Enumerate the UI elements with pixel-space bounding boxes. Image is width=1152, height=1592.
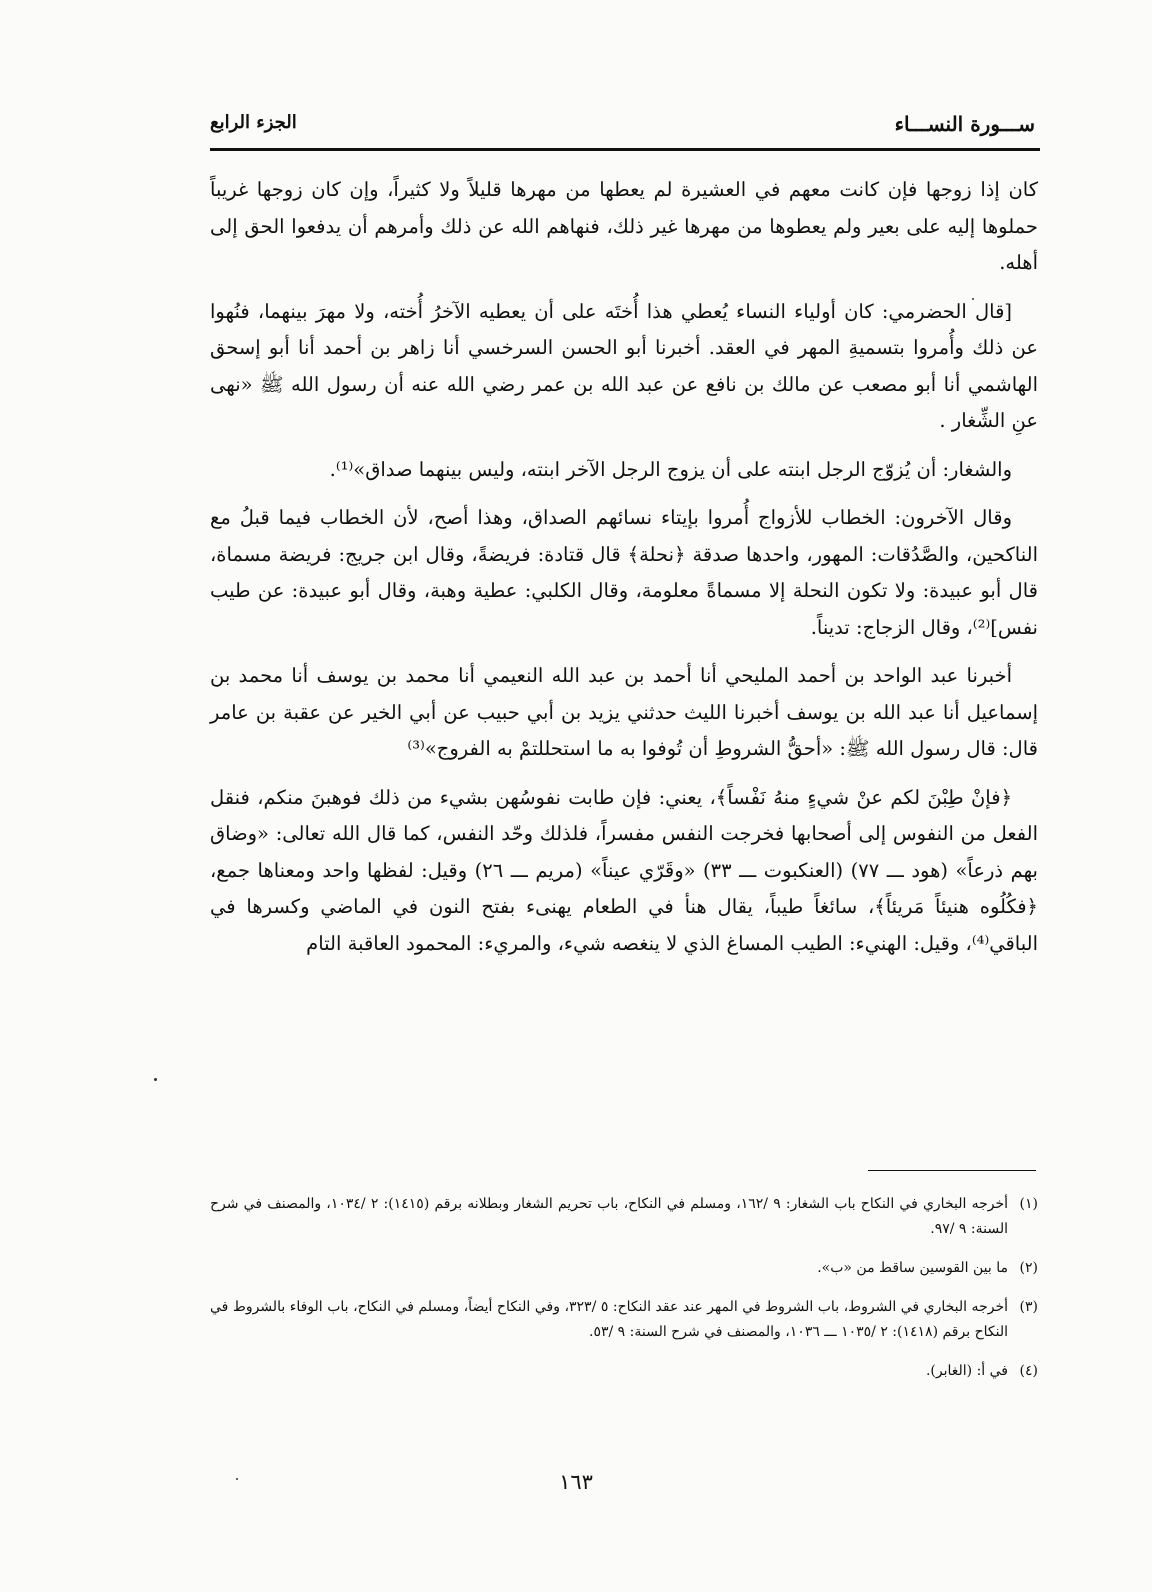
scan-speck bbox=[154, 1078, 157, 1081]
footnote bbox=[210, 1359, 1038, 1384]
paragraph: [قال الحضرمي: كان أولياء النساء يُعطي هذا أُختَه على أن يعطيه الآخرُ أُخته، ولا مهرَ بينهما، فنُهوا عن ذلك وأُمروا بتسميةِ المهر في العقد. أخبرنا أبو الحسن السرخسي أنا زاهر بن أحمد أنا أبو إسحق الهاشمي أنا أبو مصعب عن مالك بن نافع عن عبد الله بن عمر رضي الله عنه أن رسول الله ﷺ «نهى عنِ الشِّغار . bbox=[210, 299, 1038, 432]
footnote-text: أخرجه البخاري في النكاح باب الشغار: ٩ /١٦٢، ومسلم في النكاح، باب تحريم الشغار وبطلانه برقم (١٤١٥): ٢ /١٠٣٤، والمصنف في شرح السنة: ٩ /٩٧. bbox=[210, 1196, 1008, 1237]
main-text bbox=[210, 172, 1038, 974]
footnote bbox=[210, 1192, 1038, 1242]
juz-title: الجزء الرابع bbox=[210, 112, 297, 133]
footnote-number: (١) bbox=[1019, 1196, 1038, 1212]
paragraph: وقال الآخرون: الخطاب للأزواج أُمروا بإيتاء نسائهم الصداق، وهذا أصح، لأن الخطاب فيما قبلُ مع الناكحين، والصَّدُقات: المهور، واحدها صدقة ﴿نحلة﴾ قال قتادة: فريضةً، وقال ابن جريج: فريضة مسماة، قال أبو عبيدة: ولا تكون النحلة إلا مسماةً معلومة، وقال الكلبي: عطية وهبة، وقال أبو عبيدة: عن طيب نفس]⁽²⁾، وقال الزجاج: تديناً. bbox=[210, 506, 1038, 639]
page-number: ١٦٣ bbox=[559, 1470, 593, 1494]
footnote-rule bbox=[868, 1170, 1036, 1171]
footnote bbox=[210, 1295, 1038, 1345]
footnote-text: في أ: (الغابر). bbox=[925, 1363, 1008, 1379]
surah-title: ســـورة النســـاء bbox=[894, 112, 1035, 136]
header-rule bbox=[210, 148, 1040, 151]
footnote-text: ما بين القوسين ساقط من «ب». bbox=[817, 1260, 1008, 1276]
running-header bbox=[210, 112, 1035, 148]
footnote-number: (٣) bbox=[1019, 1299, 1038, 1315]
paragraph: ﴿فإنْ طِبْنَ لكم عنْ شيءٍ منهُ نَفْساً﴾، يعني: فإن طابت نفوسُهن بشيء من ذلك فوهبنَ منكم، فنقل الفعل من النفوس إلى أصحابها فخرجت النفس مفسراً، فلذلك وحّد النفس، كما قال الله تعالى: «وضاق بهم ذرعاً» (هود ـــ ٧٧) (العنكبوت ـــ ٣٣) «وقَرّي عيناً» (مريم ـــ ٢٦) وقيل: لفظها واحد ومعناها جمع، ﴿فكُلُوه هنيئاً مَريئاً﴾، سائغاً طيباً، يقال هنأ في الطعام يهنىء بفتح النون في الماضي وكسرها في الباقي⁽⁴⁾، وقيل: الهنيء: الطيب المساغ الذي لا ينغصه شيء، والمريء: المحمود العاقبة التام bbox=[210, 785, 1038, 955]
footnote-number: (٤) bbox=[1019, 1363, 1038, 1379]
footnotes bbox=[210, 1192, 1038, 1398]
footnote-text: أخرجه البخاري في الشروط، باب الشروط في المهر عند عقد النكاح: ٥ /٣٢٣، وفي النكاح أيضاً، ومسلم في النكاح، باب الوفاء بالشروط في النكاح برقم (١٤١٨): ٢ /١٠٣٥ ـــ ١٠٣٦، والمصنف في شرح السنة: ٩ /٥٣. bbox=[210, 1299, 1008, 1340]
footnote-number: (٢) bbox=[1019, 1260, 1038, 1276]
footnote bbox=[210, 1256, 1038, 1281]
paragraph: أخبرنا عبد الواحد بن أحمد المليحي أنا أحمد بن عبد الله النعيمي أنا محمد بن يوسف أنا محمد بن إسماعيل أنا عبد الله بن يوسف أخبرنا الليث حدثني يزيد بن أبي حبيب عن أبي الخير عن عقبة بن عامر قال: قال رسول الله ﷺ: «أحقُّ الشروطِ أن تُوفوا به ما استحللتمْ به الفروج»⁽³⁾ bbox=[210, 664, 1038, 760]
scan-speck bbox=[972, 298, 974, 300]
scan-speck bbox=[236, 1478, 238, 1480]
paragraph: والشغار: أن يُزوّج الرجل ابنته على أن يزوج الرجل الآخر ابنته، وليس بينهما صداق»⁽¹⁾. bbox=[329, 457, 1012, 481]
paragraph: كان إذا زوجها فإن كانت معهم في العشيرة لم يعطها من مهرها قليلاً ولا كثيراً، وإن كان زوجها غريباً حملوها إليه على بعير ولم يعطوها من مهرها غير ذلك، فنهاهم الله عن ذلك وأمرهم أن يدفعوا الحق إلى أهله. bbox=[210, 178, 1038, 274]
